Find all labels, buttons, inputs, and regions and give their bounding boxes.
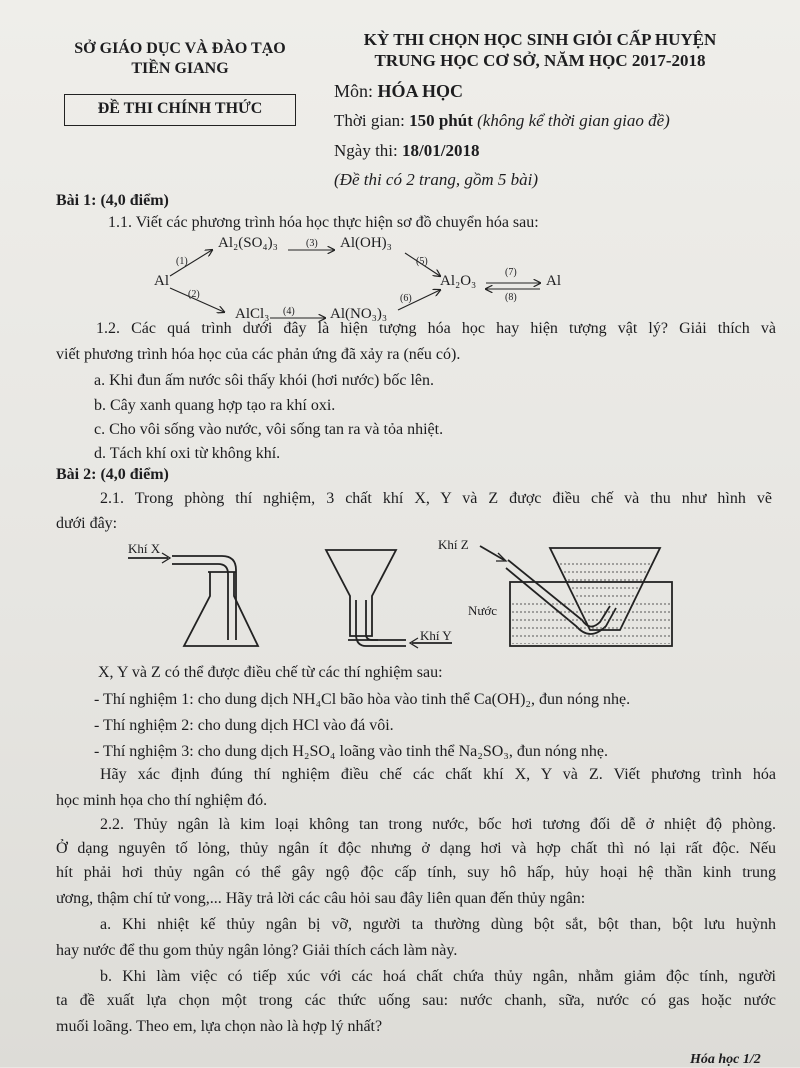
official-badge: ĐỀ THI CHÍNH THỨC bbox=[97, 100, 263, 117]
arrow-label-6: (6) bbox=[400, 293, 412, 304]
scheme-al2o3: Al₂O₃ bbox=[440, 273, 477, 289]
q22-line1: 2.2. Thủy ngân là kim loại không tan trong nước, bốc hơi tương đối dễ ở nhiệt độ phòng. bbox=[100, 816, 776, 833]
label-khi-z: Khí Z bbox=[438, 537, 469, 552]
page-footer: Hóa học 1/2 bbox=[690, 1052, 761, 1067]
q11-body: 1.1. Viết các phương trình hóa học thực hiện sơ đồ chuyển hóa sau: bbox=[108, 214, 539, 231]
q12-item-b: b. Cây xanh quang hợp tạo ra khí oxi. bbox=[94, 397, 336, 414]
q22-line2: Ở dạng nguyên tố lỏng, thủy ngân ít độc nhưng ở dạng hơi và hợp chất thì nó lại rất độc. Nếu bbox=[56, 840, 776, 857]
arrow-label-2: (2) bbox=[188, 289, 200, 300]
scheme-al: Al bbox=[154, 273, 169, 289]
date-label: Ngày thi: bbox=[334, 141, 402, 160]
arrow-label-1: (1) bbox=[176, 256, 188, 267]
qa-line1: a. Khi nhiệt kế thủy ngân bị vỡ, người ta thường dùng bột sắt, bột than, bột lưu huỳnh bbox=[100, 916, 776, 933]
bai2-title: Bài 2: (4,0 điểm) bbox=[56, 466, 169, 483]
q12-line1: 1.2. Các quá trình dưới đây là hiện tượng hóa học hay hiện tượng vật lý? Giải thích và bbox=[96, 320, 776, 337]
q22-line4: ương, thậm chí tử vong,... Hãy trả lời các câu hỏi sau đây liên quan đến thủy ngân: bbox=[56, 890, 586, 907]
time-note: (không kể thời gian giao đề) bbox=[472, 111, 670, 130]
scheme-alno33: Al(NO₃)₃ bbox=[330, 306, 388, 322]
label-nuoc: Nước bbox=[468, 603, 498, 618]
q12-item-a: a. Khi đun ấm nước sôi thấy khói (hơi nước) bốc lên. bbox=[94, 372, 434, 389]
pages-note: (Đề thi có 2 trang, gồm 5 bài) bbox=[334, 170, 538, 189]
label-khi-x: Khí X bbox=[128, 541, 161, 556]
arrow-label-5: (5) bbox=[416, 256, 428, 267]
arrow-label-3: (3) bbox=[306, 238, 318, 249]
q12-line2: viết phương trình hóa học của các phản ứng đã xảy ra (nếu có). bbox=[56, 346, 461, 363]
hay-line1: Hãy xác định đúng thí nghiệm điều chế các chất khí X, Y và Z. Viết phương trình hóa bbox=[100, 766, 776, 783]
q12-item-c: c. Cho vôi sống vào nước, vôi sống tan ra và tỏa nhiệt. bbox=[94, 421, 444, 438]
time-value: 150 phút bbox=[409, 111, 473, 130]
experiment-3: - Thí nghiệm 3: cho dung dịch H₂SO₄ loãng vào tinh thể Na₂SO₃, đun nóng nhẹ. bbox=[94, 743, 608, 760]
experiment-2: - Thí nghiệm 2: cho dung dịch HCl vào đá vôi. bbox=[94, 717, 394, 734]
arrow-label-4: (4) bbox=[283, 306, 295, 317]
q22-line3: hít phải hơi thủy ngân có thể gây ngộ độc cấp tính, suy hô hấp, hủy hoại hệ thần kinh trung bbox=[56, 864, 776, 881]
subject-label: Môn: bbox=[334, 81, 378, 101]
experiment-1: - Thí nghiệm 1: cho dung dịch NH₄Cl bão hòa vào tinh thể Ca(OH)₂, đun nóng nhẹ. bbox=[94, 691, 631, 708]
exam-title: KỲ THI CHỌN HỌC SINH GIỎI CẤP HUYỆN bbox=[363, 30, 717, 49]
q21-line1: 2.1. Trong phòng thí nghiệm, 3 chất khí X, Y và Z được điều chế và thu như hình vẽ bbox=[100, 490, 772, 507]
bai1-title: Bài 1: (4,0 điểm) bbox=[56, 192, 169, 209]
department-name: SỞ GIÁO DỤC VÀ ĐÀO TẠO bbox=[74, 40, 286, 57]
qb-line1: b. Khi làm việc có tiếp xúc với các hoá chất chứa thủy ngân, nhằm giảm độc tính, người bbox=[100, 968, 776, 985]
q12-item-d: d. Tách khí oxi từ không khí. bbox=[94, 445, 281, 462]
label-khi-y: Khí Y bbox=[420, 628, 452, 643]
qb-line3: muối loãng. Theo em, lựa chọn nào là hợp lý nhất? bbox=[56, 1018, 383, 1035]
subject-value: HÓA HỌC bbox=[377, 81, 464, 101]
xyz-line: X, Y và Z có thể được điều chế từ các thí nghiệm sau: bbox=[98, 664, 443, 681]
qa-line2: hay nước để thu gom thủy ngân lỏng? Giải thích cách làm này. bbox=[56, 942, 458, 959]
arrow-label-8: (8) bbox=[505, 292, 517, 303]
scheme-al2so43: Al₂(SO₄)₃ bbox=[218, 235, 278, 251]
qb-line2: ta đề xuất lựa chọn một trong các thức uống sau: nước chanh, sữa, nước có gas hoặc nước bbox=[56, 992, 776, 1009]
scheme-aloh3: Al(OH)₃ bbox=[340, 235, 392, 251]
scheme-alcl3: AlCl₃ bbox=[235, 306, 270, 322]
exam-year: TRUNG HỌC CƠ SỞ, NĂM HỌC 2017-2018 bbox=[374, 51, 706, 70]
time-label: Thời gian: bbox=[334, 111, 410, 130]
hay-line2: học minh họa cho thí nghiệm đó. bbox=[56, 792, 268, 809]
province-name: TIỀN GIANG bbox=[131, 60, 229, 77]
scheme-al-right: Al bbox=[546, 273, 561, 289]
date-value: 18/01/2018 bbox=[402, 141, 480, 160]
q21-line2: dưới đây: bbox=[56, 515, 118, 532]
arrow-label-7: (7) bbox=[505, 267, 517, 278]
